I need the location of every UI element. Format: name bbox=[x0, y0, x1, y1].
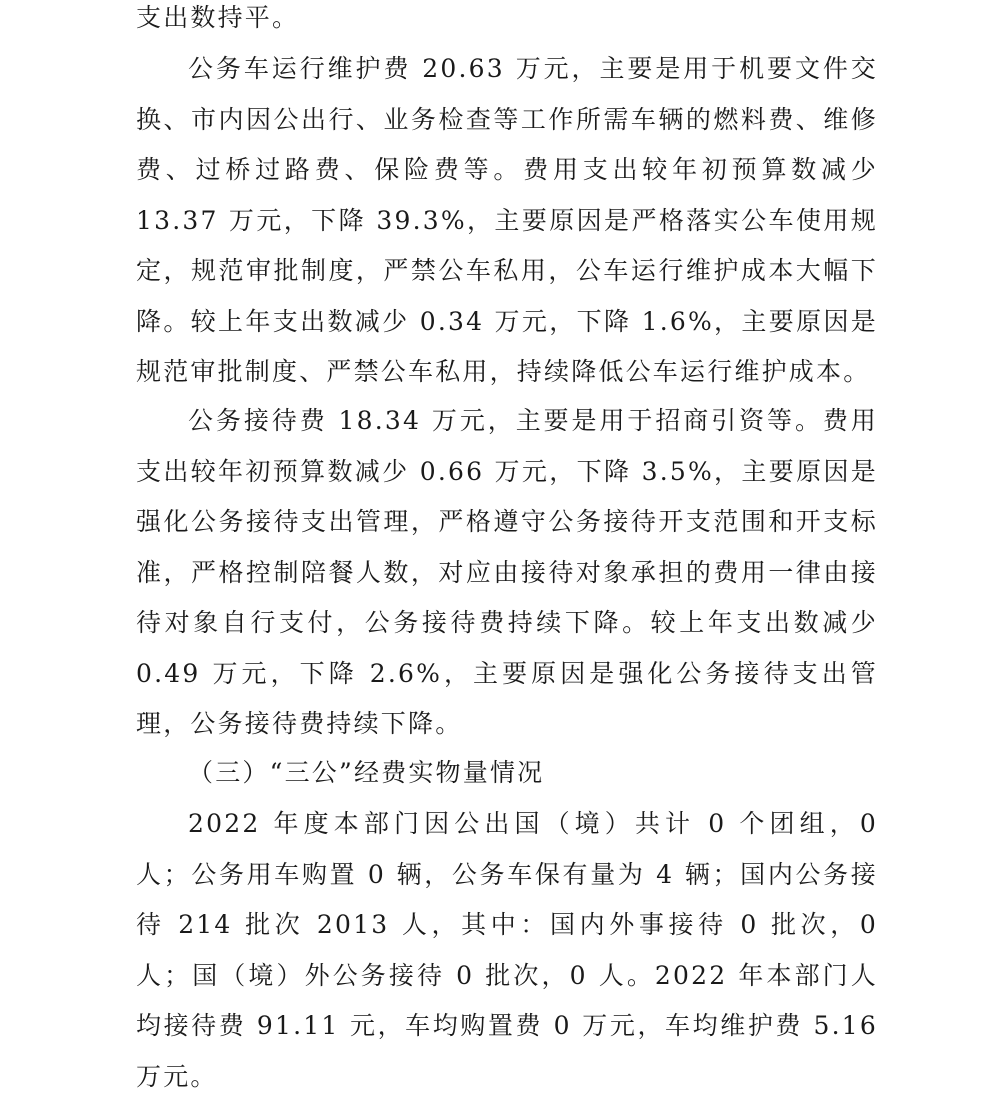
section-heading: （三）“三公”经费实物量情况 bbox=[188, 758, 545, 787]
paragraph-reception-expenses: 公务接待费 18.34 万元，主要是用于招商引资等。费用支出较年初预算数减少 0.66 万元，下降 3.5%，主要原因是强化公务接待支出管理，严格遵守公务接待开支范围和开支标准，严格控制陪餐人数，对应由接待对象承担的费用一律由接待对象自行支付，公务接待费持续下降。较上年支出数减少 0.49 万元，下降 2.6%，主要原因是强化公务接待支出管理，公务接待费持续下降。 bbox=[136, 406, 878, 738]
paragraph-continuation: 支出数持平。 bbox=[136, 3, 300, 32]
paragraph-physical-quantities: 2022 年度本部门因公出国（境）共计 0 个团组，0 人；公务用车购置 0 辆，公务车保有量为 4 辆；国内公务接待 214 批次 2013 人，其中：国内外事接待 0 批次，0 人；国（境）外公务接待 0 批次，0 人。2022 年本部门人均接待费 91.11 元，车均购置费 0 万元，车均维护费 5.16 万元。 bbox=[136, 809, 878, 1091]
paragraph-vehicle-maintenance: 公务车运行维护费 20.63 万元，主要是用于机要文件交换、市内因公出行、业务检查等工作所需车辆的燃料费、维修费、过桥过路费、保险费等。费用支出较年初预算数减少 13.37 万元，下降 39.3%，主要原因是严格落实公车使用规定，规范审批制度，严禁公车私用，公车运行维护成本大幅下降。较上年支出数减少 0.34 万元，下降 1.6%，主要原因是规范审批制度、严禁公车私用，持续降低公车运行维护成本。 bbox=[136, 54, 878, 386]
